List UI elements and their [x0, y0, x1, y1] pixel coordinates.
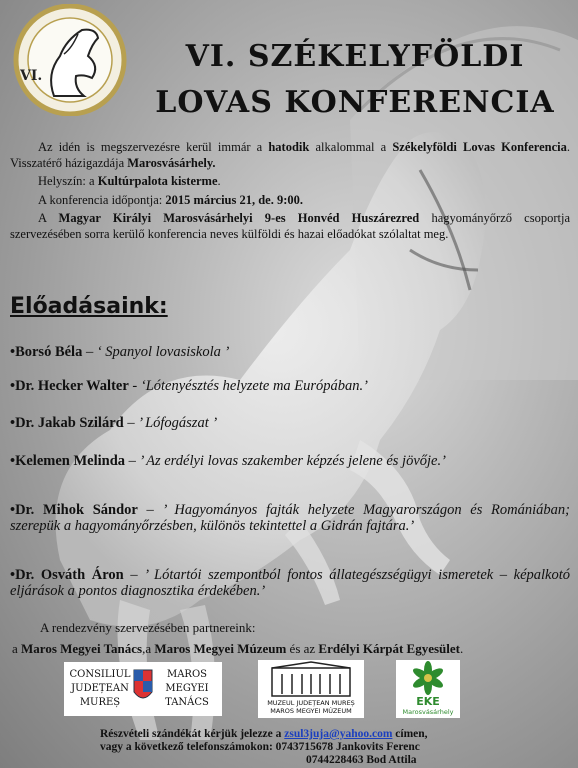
title-line-2: LOVAS KONFERENCIA [155, 85, 555, 120]
speaker-item: •Borsó Béla – ‘ Spanyol lovasiskola ’ [10, 344, 230, 360]
partners-heading: A rendezvény szervezésében partnereink: [40, 620, 256, 635]
speaker-item: •Dr. Hecker Walter - ‘Lótenyésztés helyzete ma Európában.’ [10, 378, 368, 394]
conference-logo [4, 4, 136, 116]
council-logo: CONSILIUL JUDEȚEAN MUREȘ MAROS MEGYEI TANÁCS [64, 662, 222, 716]
page-title [140, 34, 570, 126]
speaker-item: •Dr. Osváth Áron – ’ Lótartói szempontból fontos állategészségügyi ismeretek – képalkotó eljárások a pontos diagnosztika érdekében.’ [10, 567, 571, 599]
speaker-item: •Kelemen Melinda – ’ Az erdélyi lovas szakember képzés jelene és jövője.’ [10, 453, 446, 469]
contact-footer [100, 728, 570, 767]
intro-paragraph-1: Az idén is megszervezésre kerül immár a hatodik alkalommal a Székelyföldi Lovas Konferencia. Visszatérő házigazdája Marosvásárhely. [10, 140, 570, 170]
title-line-1: VI. SZÉKELYFÖLDI [185, 39, 525, 74]
speaker-item: •Dr. Mihok Sándor – ’ Hagyományos fajták helyzete Magyarországon és Romániában; szerepük a hagyományőrzésben, különös tekintettel a Gidrán fajtára.’ [10, 502, 570, 534]
footer-line-1: Részvételi szándékát kérjük jelezze a zsul3juja@yahoo.com címen, [100, 728, 428, 740]
email-link[interactable]: zsul3juja@yahoo.com [284, 728, 393, 740]
footer-line-2: vagy a következő telefonszámokon: 0743715678 Jankovits Ferenc [100, 741, 420, 753]
eke-logo: EKE Marosvásárhely [396, 660, 460, 718]
speaker-item: •Dr. Jakab Szilárd – ’ Lófogászat ’ [10, 415, 218, 431]
logo-numeral: VI. [20, 68, 43, 84]
partner-logos [0, 660, 578, 720]
footer-line-3: 0744228463 Bod Attila [306, 754, 417, 766]
speakers-heading: Előadásaink: [10, 294, 168, 319]
partners-list: a Maros Megyei Tanács,a Maros Megyei Múzeum és az Erdélyi Kárpát Egyesület. [12, 641, 464, 656]
intro-organizer: A Magyar Királyi Marosvásárhelyi 9-es Honvéd Huszárezred hagyományőrző csoportja szervezésében sorra kerülő konferencia neves külföldi és hazai előadókat szólaltat meg. [10, 211, 571, 241]
museum-logo: MUZEUL JUDEȚEAN MUREȘ MAROS MEGYEI MÚZEUM [258, 660, 364, 718]
intro-venue: Helyszín: a Kultúrpalota kisterme. [38, 174, 221, 188]
intro-text [10, 140, 570, 245]
intro-date: A konferencia időpontja: 2015 március 21, de. 9:00. [38, 192, 304, 207]
